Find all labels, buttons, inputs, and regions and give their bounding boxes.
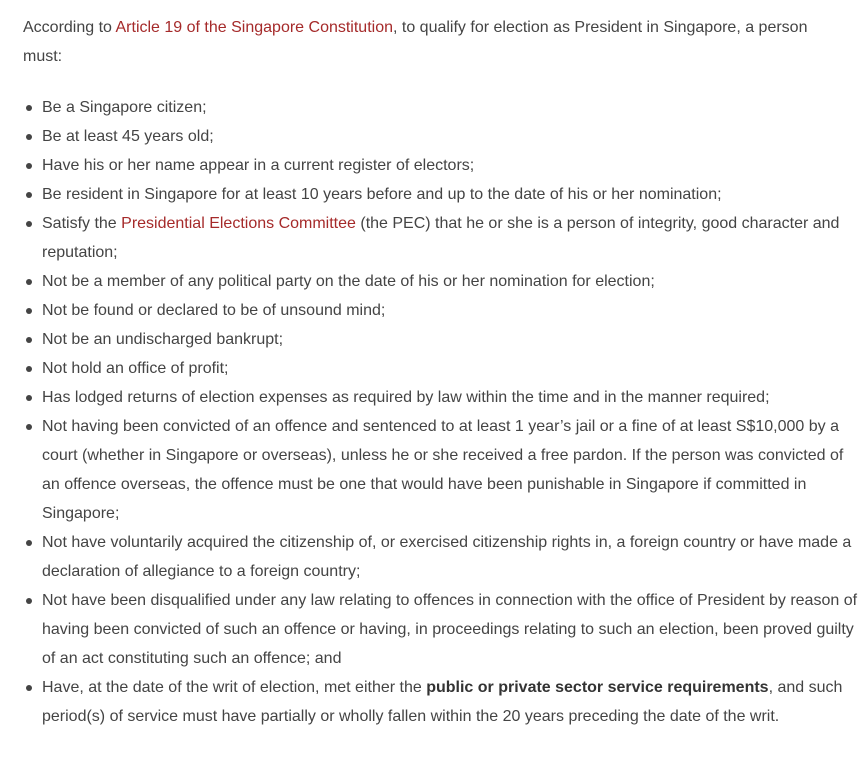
list-item [23, 325, 841, 354]
list-item-text: Has lodged returns of election expenses as required by law within the time and in the manner required; [42, 389, 770, 406]
list-item-text: Not be found or declared to be of unsound mind; [42, 302, 386, 319]
list-item-text [42, 209, 864, 267]
list-item [23, 209, 841, 267]
list-item-text: Have his or her name appear in a current register of electors; [42, 157, 475, 174]
list-item-text [42, 673, 864, 731]
article-19-link[interactable]: Article 19 of the Singapore Constitution [115, 19, 393, 36]
list-item [23, 673, 841, 731]
list-item-text: Not be an undischarged bankrupt; [42, 331, 284, 348]
list-item [23, 296, 841, 325]
requirements-list [23, 93, 858, 731]
bullet-icon [26, 366, 32, 372]
list-item [23, 267, 841, 296]
bullet-icon [26, 598, 32, 604]
bullet-icon [26, 105, 32, 111]
list-item-text: Be at least 45 years old; [42, 128, 214, 145]
pec-prefix: Satisfy the [42, 215, 122, 232]
service-suffix: , and such period(s) of service must have partially or wholly fallen within the 20 years preceding the date of the writ. [42, 679, 843, 725]
list-item-text: Not have voluntarily acquired the citizenship of, or exercised citizenship rights in, a foreign country or have made a declaration of allegiance to a foreign country; [42, 534, 852, 580]
bullet-icon [26, 163, 32, 169]
presidential-elections-committee-link[interactable]: Presidential Elections Committee [121, 215, 356, 232]
pec-suffix: (the PEC) that he or she is a person of integrity, good character and reputation; [42, 215, 840, 261]
list-item [23, 528, 852, 586]
service-prefix: Have, at the date of the writ of election, met either the [42, 679, 427, 696]
list-item [23, 383, 841, 412]
service-requirements-bold: public or private sector service requirements [426, 679, 769, 696]
bullet-icon [26, 221, 32, 227]
intro-prefix: According to [23, 19, 116, 36]
list-item-text: Not having been convicted of an offence and sentenced to at least 1 year’s jail or a fine of at least S$10,000 by a court (whether in Singapore or overseas), unless he or she received a free pardon. If the person was convicted of an offence overseas, the offence must be one that would have been punishable in Singapore if committed in Singapore; [42, 418, 844, 522]
list-item [23, 93, 841, 122]
list-item [23, 412, 844, 528]
bullet-icon [26, 540, 32, 546]
list-item [23, 354, 841, 383]
intro-suffix: , to qualify for election as President in Singapore, a person must: [23, 19, 808, 65]
intro-paragraph [23, 13, 841, 71]
bullet-icon [26, 685, 32, 691]
bullet-icon [26, 192, 32, 198]
bullet-icon [26, 308, 32, 314]
list-item-text: Not hold an office of profit; [42, 360, 229, 377]
bullet-icon [26, 395, 32, 401]
list-item-text: Not be a member of any political party on the date of his or her nomination for election; [42, 273, 655, 290]
bullet-icon [26, 134, 32, 140]
bullet-icon [26, 337, 32, 343]
list-item [23, 151, 841, 180]
list-item-text: Be resident in Singapore for at least 10 years before and up to the date of his or her nomination; [42, 186, 722, 203]
bullet-icon [26, 424, 32, 430]
list-item [23, 586, 858, 673]
list-item-text: Be a Singapore citizen; [42, 99, 207, 116]
list-item-text: Not have been disqualified under any law relating to offences in connection with the office of President by reason of having been convicted of such an offence or having, in proceedings relating to such an election, been proved guilty of an act constituting such an offence; and [42, 592, 858, 667]
list-item [23, 122, 841, 151]
list-item [23, 180, 841, 209]
bullet-icon [26, 279, 32, 285]
